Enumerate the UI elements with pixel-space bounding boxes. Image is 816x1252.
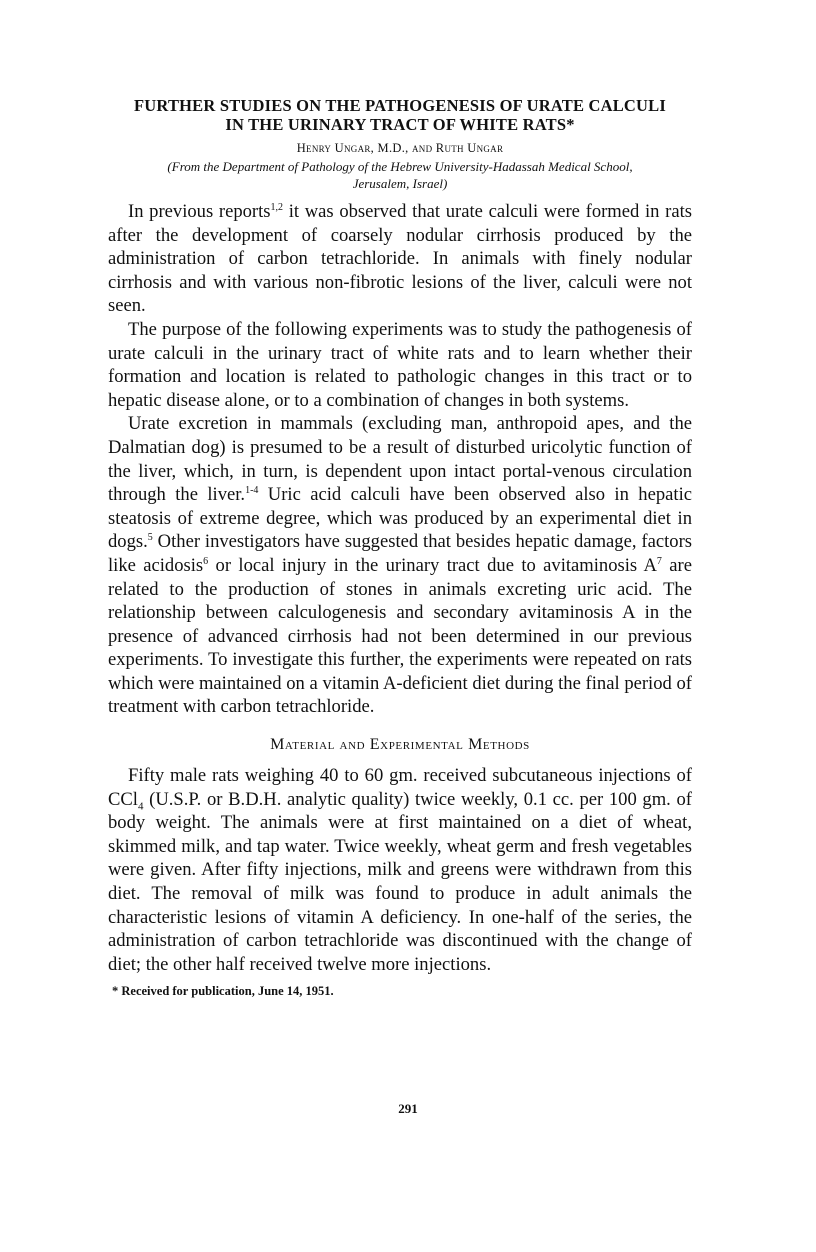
p3-text-c: Other investigators have suggested that besides hepatic damage, factors like acidosis (108, 531, 692, 576)
reference-marker: 1,2 (270, 201, 284, 213)
p3-text-a: Urate excretion in mammals (excluding man, anthropoid apes, and the Dalmatian dog) is presumed to be a result of disturbed uricolytic function of the liver, which, in turn, is dependent upon intact portal-venous circulation through the liver. (108, 413, 692, 506)
p1-text-b: it was observed that urate calculi were formed in rats after the development of coarsely nodular cirrhosis produced by the administration of carbon tetrachloride. In animals with finely nodular cirrhosis and with various non-fibrotic lesions of the liver, calculi were not seen. (108, 201, 692, 317)
affiliation-line-2: Jerusalem, Israel) (352, 176, 448, 191)
paragraph-intro (108, 200, 692, 318)
article-page (108, 96, 692, 999)
reference-marker: 1-4 (245, 484, 259, 496)
reference-marker: 5 (147, 532, 153, 544)
article-title (108, 96, 692, 134)
page-number: 291 (398, 1101, 418, 1116)
paragraph-methods (108, 764, 692, 976)
reference-marker: 6 (203, 555, 209, 567)
p4-text-a: Fifty male rats weighing 40 to 60 gm. received subcutaneous injections of CCl (108, 765, 692, 810)
reference-marker: 7 (656, 555, 662, 567)
affiliation (108, 158, 692, 192)
title-line-1: FURTHER STUDIES ON THE PATHOGENESIS OF URATE CALCULI (134, 96, 666, 115)
paragraph-background (108, 412, 692, 719)
p1-text-a: In previous reports (128, 201, 271, 222)
author-line: Henry Ungar, M.D., and Ruth Ungar (296, 141, 504, 155)
p3-text-e: are related to the production of stones in animals excreting uric acid. The relationship between calculogenesis and secondary avitaminosis A in the presence of advanced cirrhosis had not been determined in our previous experiments. To investigate this further, the experiments were repeated on rats which were maintained on a vitamin A-deficient diet during the final period of treatment with carbon tetrachloride. (108, 554, 692, 718)
title-line-2: IN THE URINARY TRACT OF WHITE RATS* (225, 115, 575, 134)
p4-text-b: (U.S.P. or B.D.H. analytic quality) twice weekly, 0.1 cc. per 100 gm. of body weight. The animals were at first maintained on a diet of wheat, skimmed milk, and tap water. Twice weekly, wheat germ and fresh vegetables were given. After fifty injections, milk and greens were withdrawn from this diet. The removal of milk was found to produce in adult animals the characteristic lesions of vitamin A deficiency. In one-half of the series, the administration of carbon tetrachloride was discontinued with the change of diet; the other half received twelve more injections. (108, 788, 692, 975)
paragraph-purpose: The purpose of the following experiments was to study the pathogenesis of urate calculi in the urinary tract of white rats and to learn whether their formation and location is related to pathologic changes in this tract or to hepatic disease alone, or to a combination of changes in both systems. (108, 318, 692, 411)
affiliation-line-1: (From the Department of Pathology of the Hebrew University-Hadassah Medical School, (167, 159, 633, 174)
p3-text-d: or local injury in the urinary tract due to avitaminosis A (208, 554, 657, 576)
p3-text-b: Uric acid calculi have been observed also in hepatic steatosis of extreme degree, which was produced by an experimental diet in dogs. (108, 484, 692, 553)
footnote: * Received for publication, June 14, 1951. (112, 984, 334, 999)
section-heading-methods: Material and Experimental Methods (270, 736, 530, 754)
subscript: 4 (137, 800, 144, 813)
